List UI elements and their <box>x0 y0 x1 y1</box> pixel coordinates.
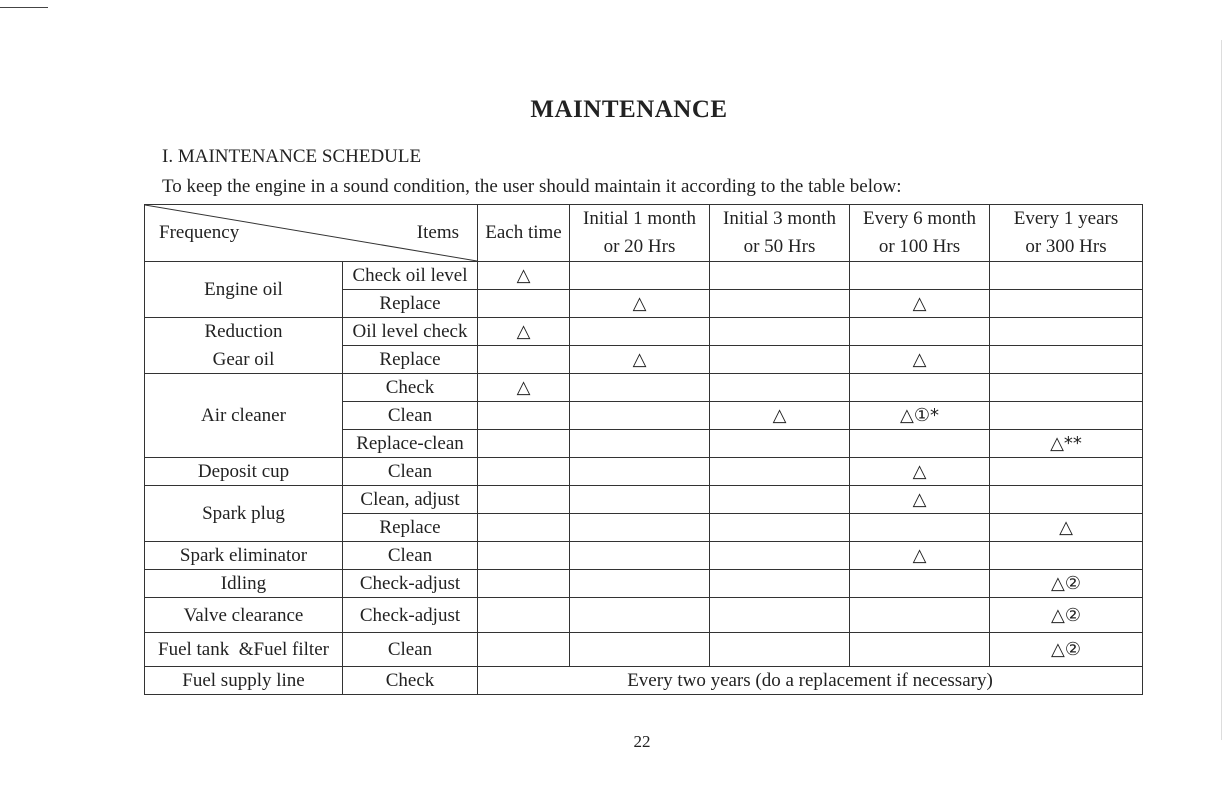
col-initial-1-month-line2: or 20 Hrs <box>603 236 676 257</box>
mark-triangle-note-2: △② <box>990 570 1143 598</box>
group-engine-oil: Engine oil <box>145 262 343 318</box>
mark-triangle: △ <box>850 486 990 514</box>
mark-triangle: △ <box>850 458 990 486</box>
scan-edge-line-right <box>1221 40 1222 740</box>
table-row <box>145 262 1143 290</box>
col-every-1-year-line1: Every 1 years <box>1013 208 1119 229</box>
col-every-1-year <box>990 205 1143 262</box>
mark-triangle: △ <box>990 514 1143 542</box>
item-clean: Clean <box>343 633 478 667</box>
table-row <box>145 318 1143 346</box>
item-check: Check <box>343 374 478 402</box>
mark-triangle: △ <box>710 402 850 430</box>
item-replace: Replace <box>343 514 478 542</box>
col-initial-3-month-line2: or 50 Hrs <box>743 236 816 257</box>
page-number: 22 <box>633 732 651 751</box>
mark-triangle: △ <box>478 318 570 346</box>
mark-triangle: △ <box>478 262 570 290</box>
frequency-items-header-cell <box>145 205 478 262</box>
group-reduction: Reduction <box>145 318 343 346</box>
table-row <box>145 570 1143 598</box>
mark-triangle-note-2: △② <box>990 633 1143 667</box>
item-check-oil-level: Check oil level <box>343 262 478 290</box>
col-every-6-month <box>850 205 990 262</box>
group-air-cleaner: Air cleaner <box>145 374 343 458</box>
item-replace: Replace <box>343 346 478 374</box>
mark-triangle-two-stars: △** <box>990 430 1143 458</box>
col-initial-3-month-line1: Initial 3 month <box>723 208 836 229</box>
item-clean: Clean <box>343 542 478 570</box>
group-spark-plug: Spark plug <box>145 486 343 542</box>
mark-triangle: △ <box>850 542 990 570</box>
maintenance-schedule-table <box>144 204 1143 695</box>
mark-triangle: △ <box>570 346 710 374</box>
table-row <box>145 667 1143 695</box>
group-valve-clearance: Valve clearance <box>145 598 343 633</box>
table-header-row <box>145 205 1143 262</box>
item-replace: Replace <box>343 290 478 318</box>
col-every-1-year-line2: or 300 Hrs <box>1025 236 1107 257</box>
table-row <box>145 633 1143 667</box>
table-row <box>145 458 1143 486</box>
mark-triangle-note-2: △② <box>990 598 1143 633</box>
items-label: Items <box>416 222 459 243</box>
group-fuel-tank-filter: Fuel tank &Fuel filter <box>145 633 343 667</box>
col-every-6-month-line2: or 100 Hrs <box>878 236 961 257</box>
section-heading: I. MAINTENANCE SCHEDULE <box>162 146 422 167</box>
group-deposit-cup: Deposit cup <box>145 458 343 486</box>
intro-paragraph: To keep the engine in a sound condition, the user should maintain it according to the table below: <box>162 176 902 197</box>
fuel-supply-note: Every two years (do a replacement if necessary) <box>478 667 1143 695</box>
item-check-adjust: Check-adjust <box>343 570 478 598</box>
mark-triangle: △ <box>850 290 990 318</box>
col-every-6-month-line1: Every 6 month <box>863 208 976 229</box>
item-clean-adjust: Clean, adjust <box>343 486 478 514</box>
col-each-time: Each time <box>478 205 570 262</box>
mark-triangle: △ <box>570 290 710 318</box>
group-gear-oil: Gear oil <box>145 346 343 374</box>
item-replace-clean: Replace-clean <box>343 430 478 458</box>
table-row <box>145 598 1143 633</box>
table-row <box>145 374 1143 402</box>
item-check-adjust: Check-adjust <box>343 598 478 633</box>
page-title: MAINTENANCE <box>530 96 728 123</box>
item-oil-level-check: Oil level check <box>343 318 478 346</box>
mark-triangle: △ <box>850 346 990 374</box>
mark-triangle-note-1-star: △①* <box>850 402 990 430</box>
group-fuel-supply-line: Fuel supply line <box>145 667 343 695</box>
frequency-label: Frequency <box>159 222 240 243</box>
col-initial-1-month <box>570 205 710 262</box>
item-check: Check <box>343 667 478 695</box>
col-initial-3-month <box>710 205 850 262</box>
mark-triangle: △ <box>478 374 570 402</box>
table-row <box>145 346 1143 374</box>
group-spark-eliminator: Spark eliminator <box>145 542 343 570</box>
table-row <box>145 486 1143 514</box>
item-clean: Clean <box>343 458 478 486</box>
item-clean: Clean <box>343 402 478 430</box>
table-row <box>145 542 1143 570</box>
scan-edge-line <box>0 7 48 8</box>
col-initial-1-month-line1: Initial 1 month <box>583 208 696 229</box>
group-idling: Idling <box>145 570 343 598</box>
